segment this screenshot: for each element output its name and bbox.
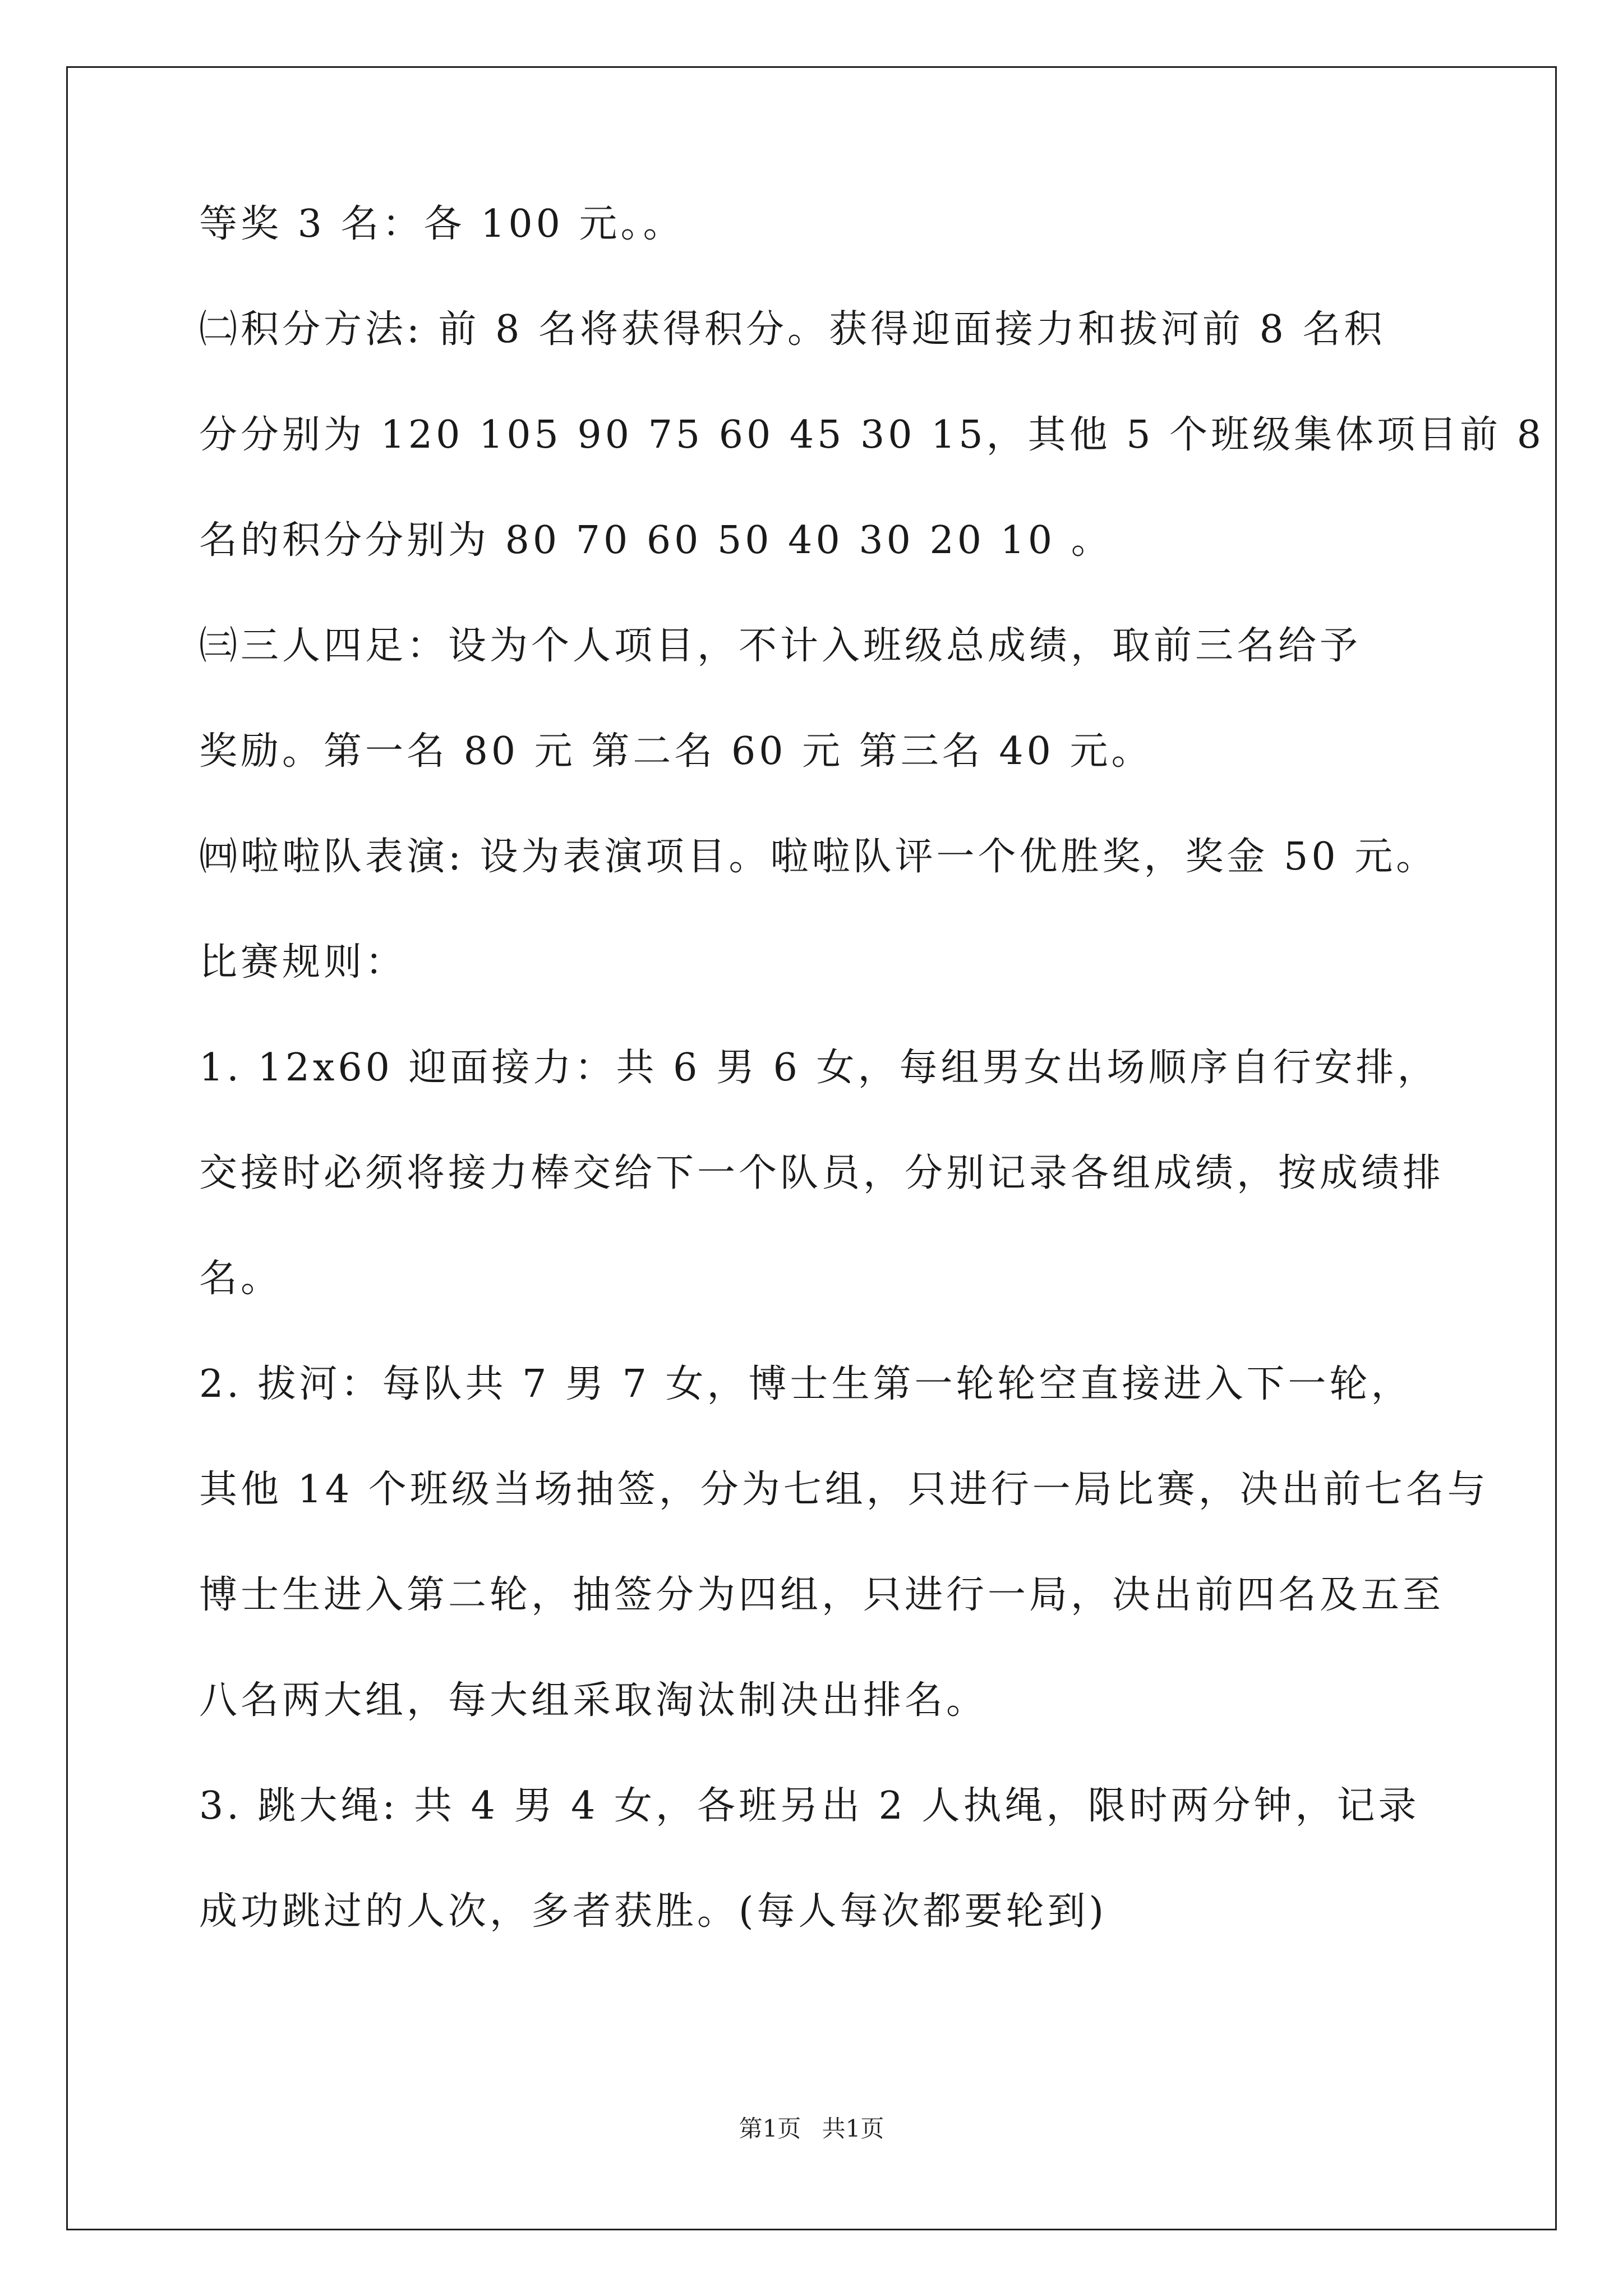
text-line: 博士生进入第二轮，抽签分为四组，只进行一局，决出前四名及五至: [199, 1573, 1445, 1617]
text-line: 3. 跳大绳: 共 4 男 4 女，各班另出 2 人执绳，限时两分钟，记录: [199, 1784, 1420, 1828]
text-line: 2. 拔河：每队共 7 男 7 女，博士生第一轮轮空直接进入下一轮，: [199, 1362, 1413, 1406]
text-line: 分分别为 120 105 90 75 60 45 30 15，其他 5 个班级集体项目前 8: [199, 413, 1545, 457]
text-line: 奖励。第一名 80 元 第二名 60 元 第三名 40 元。: [199, 729, 1153, 774]
text-line: 名。: [199, 1257, 283, 1301]
text-line: 八名两大组，每大组采取淘汰制决出排名。: [199, 1678, 988, 1723]
text-line: 成功跳过的人次，多者获胜。(每人每次都要轮到): [199, 1889, 1108, 1934]
text-line: ㈢三人四足：设为个人项目，不计入班级总成绩，取前三名给予: [199, 624, 1362, 668]
page-number-current: 第1页: [739, 2115, 801, 2142]
text-line: 比赛规则：: [199, 940, 407, 984]
text-line: ㈣啦啦队表演: 设为表演项目。啦啦队评一个优胜奖，奖金 50 元。: [199, 835, 1438, 879]
text-line: 名的积分分别为 80 70 60 50 40 30 20 10 。: [199, 518, 1113, 563]
text-line: 等奖 3 名：各 100 元。。: [199, 202, 685, 246]
text-line: 1. 12x60 迎面接力：共 6 男 6 女，每组男女出场顺序自行安排，: [199, 1046, 1439, 1090]
page-number-total: 共1页: [822, 2115, 884, 2142]
text-line: 交接时必须将接力棒交给下一个队员，分别记录各组成绩，按成绩排: [199, 1151, 1445, 1195]
text-line: 其他 14 个班级当场抽签，分为七组，只进行一局比赛，决出前七名与: [199, 1467, 1489, 1512]
text-line: ㈡积分方法: 前 8 名将获得积分。获得迎面接力和拔河前 8 名积: [199, 307, 1386, 352]
page-footer: [0, 2115, 1623, 2143]
